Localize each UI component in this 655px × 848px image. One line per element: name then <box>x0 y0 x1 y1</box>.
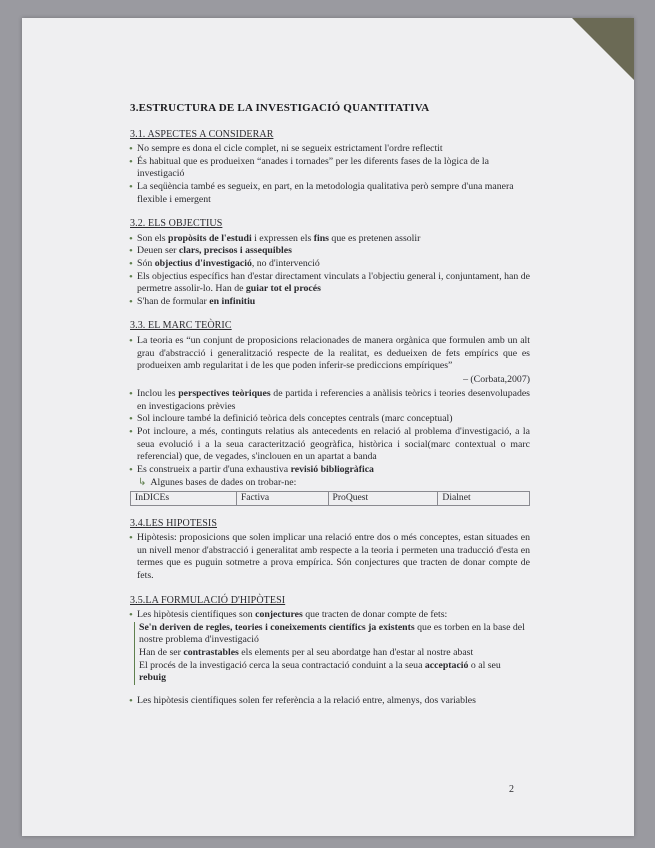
section-heading-hipotesis: 3.4.LES HIPOTESIS <box>130 517 217 529</box>
list-item: • Pot incloure, a més, continguts relatius als antecedents en relació al problema d'investigació, a la seua evolució i a la seua caracterització geogràfica, històrica i social(marc contextual o marc referencial) que, de vegades, s'inclouen en un apartat a banda <box>130 426 530 464</box>
quote-source: – (Corbata,2007) <box>463 373 530 385</box>
list-item: • Les hipòtesis científiques solen fer referència a la relació entre, almenys, dos variables <box>130 695 530 708</box>
list-objectius <box>130 233 530 309</box>
document-content <box>130 102 530 707</box>
list-item: • La seqüència també es segueix, en part, en la metodologia qualitativa però sempre d'una manera flexible i emergent <box>130 181 530 206</box>
database-table <box>130 491 530 506</box>
list-item: • Hipòtesis: proposicions que solen implicar una relació entre dos o més conceptes, estan situades en un nivell menor d'abstracció i generalitat amb respecte a la teoria i permeten una traducció d'esta en termes que es puguin sotmetre a prova empírica. Són conjectures que tracten de donar compte de fets. <box>130 532 530 582</box>
table-cell: Factiva <box>236 492 328 506</box>
section-heading-aspectes: 3.1. ASPECTES A CONSIDERAR <box>130 128 274 140</box>
list-item: • Sol incloure també la definició teòrica dels conceptes centrals (marc conceptual) <box>130 413 530 426</box>
list-item: • Son els propòsits de l'estudi i expressen els fins que es pretenen assolir <box>130 233 530 246</box>
table-cell: Dialnet <box>438 492 530 506</box>
list-item: • Deuen ser clars, precisos i assequibles <box>130 245 530 258</box>
list-formulacio-2 <box>130 695 530 708</box>
list-formulacio <box>130 609 530 622</box>
section-heading-formulacio: 3.5.LA FORMULACIÓ D'HIPÒTESI <box>130 594 286 606</box>
document-page <box>22 18 634 836</box>
table-row <box>131 492 530 506</box>
list-item: • S'han de formular en infinitiu <box>130 296 530 309</box>
page-number: 2 <box>509 784 514 795</box>
list-item: • Els objectius específics han d'estar directament vinculats a l'objectiu general i, conjuntament, han de permetre assolir-lo. Han de guiar tot el procés <box>130 271 530 296</box>
list-item: • Són objectius d'investigació, no d'intervenció <box>130 258 530 271</box>
sub-list-item: Han de ser contrastables els elements per al seu abordatge han d'estar al nostre abast <box>139 646 474 658</box>
list-marc-teoric <box>130 335 530 373</box>
page-corner-shadow <box>572 18 634 80</box>
section-heading-marc-teoric: 3.3. EL MARC TEÒRIC <box>130 320 232 332</box>
table-cell: ProQuest <box>328 492 438 506</box>
list-item: • És habitual que es produeixen “anades i tornades” per les diferents fases de la lògica de la investigació <box>130 156 530 181</box>
list-item: • Les hipòtesis científiques son conjectures que tracten de donar compte de fets: <box>130 609 530 622</box>
list-hipotesis <box>130 532 530 582</box>
arrow-right-icon: ↳ <box>138 477 147 489</box>
sub-list-item: El procés de la investigació cerca la seua contractació conduint a la seua acceptació o al seu rebuig <box>139 659 501 684</box>
section-heading-objectius: 3.2. ELS OBJECTIUS <box>130 218 223 230</box>
list-item: • Es construeix a partir d'una exhaustiva revisió bibliogràfica <box>130 464 530 477</box>
database-intro: ↳ Algunes bases de dades on trobar-ne: <box>138 477 297 489</box>
list-aspectes <box>130 143 530 206</box>
sub-list-formulacio <box>134 622 530 685</box>
list-item: • No sempre es dona el cicle complet, ni se segueix estrictament l'ordre reflectit <box>130 143 530 156</box>
theory-quote: • La teoria es “un conjunt de proposicions relacionades de manera orgànica que formulen amb un alt grau d'abstracció i generalització respecte de la realitat, es dedueixen de fets empírics que es produeixen amb regularitat i de les que poden inferir-se prediccions empíriques” <box>130 335 530 373</box>
sub-list-item: Se'n deriven de regles, teories i coneixements científics ja existents que es torben en la base del nostre problema d'investigació <box>139 621 525 646</box>
list-marc-teoric-2 <box>130 388 530 476</box>
table-cell: InDICEs <box>131 492 237 506</box>
list-item: • Inclou les perspectives teòriques de partida i referencies a anàlisis teòrics i teories desenvolupades en investigacions prèvies <box>130 388 530 413</box>
page-title: 3.ESTRUCTURA DE LA INVESTIGACIÓ QUANTITATIVA <box>130 102 430 114</box>
